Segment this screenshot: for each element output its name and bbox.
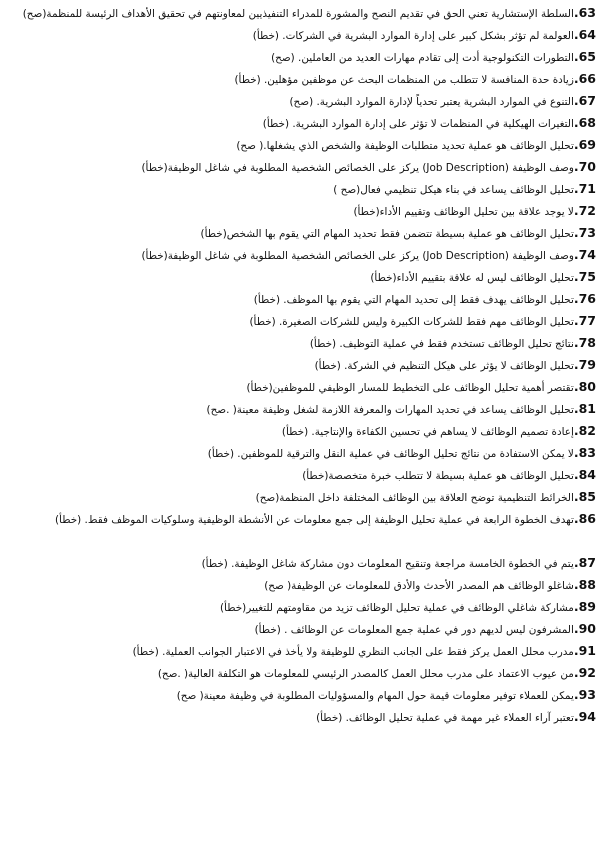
item-text: زيادة حدة المنافسة لا تتطلب من المنظمات البحث عن موظفين مؤهلين. (خطأ) (234, 74, 574, 86)
item-number: 71. (573, 181, 596, 196)
item-number: 81. (573, 401, 596, 416)
item-text: تحليل الوظائف يهدف فقط إلى تحديد المهام التي يقوم بها الموظف. (خطأ) (253, 294, 574, 306)
item-text: تحليل الوظائف هو عملية بسيطة تتضمن فقط تحديد المهام التي يقوم بها الشخص(خطأ) (200, 228, 574, 240)
item-text: التغيرات الهيكلية في المنظمات لا تؤثر على إدارة الموارد البشرية. (خطأ) (262, 118, 574, 130)
list-item (4, 200, 596, 222)
list-item (4, 508, 596, 552)
item-number: 89. (573, 599, 596, 614)
list-item (4, 618, 596, 640)
list-item (4, 420, 596, 442)
item-number: 76. (573, 291, 596, 306)
item-number: 78. (573, 335, 596, 350)
item-text: تحليل الوظائف يساعد في تحديد المهارات والمعرفة اللازمة لشغل وظيفة معينة( .صح) (206, 404, 574, 416)
item-text: تهدف الخطوة الرابعة في عملية تحليل الوظيفة إلى جمع معلومات عن الأنشطة الوظيفية وسلوكيات الموظف فقط. (خطأ) (55, 514, 574, 526)
item-text: لا يوجد علاقة بين تحليل الوظائف وتقييم الأداء(خطأ) (353, 206, 574, 218)
item-number: 64. (573, 27, 596, 42)
list-item (4, 640, 596, 662)
item-number: 94. (573, 709, 596, 724)
item-number: 92. (573, 665, 596, 680)
item-number: 70. (573, 159, 596, 174)
item-number: 67. (573, 93, 596, 108)
item-number: 85. (573, 489, 596, 504)
item-text: تعتبر آراء العملاء غير مهمة في عملية تحليل الوظائف. (خطأ) (316, 712, 574, 724)
list-item (4, 376, 596, 398)
item-number: 84. (573, 467, 596, 482)
item-number: 90. (573, 621, 596, 636)
item-text: تحليل الوظائف هو عملية بسيطة لا تتطلب خبرة متخصصة(خطأ) (302, 470, 574, 482)
item-number: 80. (573, 379, 596, 394)
item-text: تحليل الوظائف مهم فقط للشركات الكبيرة وليس للشركات الصغيرة. (خطأ) (249, 316, 574, 328)
list-item (4, 24, 596, 46)
item-text: تقتصر أهمية تحليل الوظائف على التخطيط للمسار الوظيفي للموظفين(خطأ) (246, 382, 574, 394)
item-number: 77. (573, 313, 596, 328)
list-item (4, 222, 596, 244)
item-text: مدرب محلل العمل يركز فقط على الجانب النظري للوظيفة ولا يأخذ في الاعتبار الجوانب العملية. (خطأ) (132, 646, 574, 658)
item-text: المشرفون ليس لديهم دور في عملية جمع المعلومات عن الوظائف . (خطأ) (254, 624, 574, 636)
list-item (4, 596, 596, 618)
item-text: مشاركة شاغلي الوظائف في عملية تحليل الوظائف تزيد من مقاومتهم للتغيير(خطأ) (220, 602, 574, 614)
list-item (4, 178, 596, 200)
item-number: 72. (573, 203, 596, 218)
list-item (4, 134, 596, 156)
list-item (4, 464, 596, 486)
item-number: 88. (573, 577, 596, 592)
list-item (4, 684, 596, 706)
item-number: 79. (573, 357, 596, 372)
item-number: 82. (573, 423, 596, 438)
item-text: لا يمكن الاستفادة من نتائج تحليل الوظائف في عملية النقل والترقية للموظفين. (خطأ) (207, 448, 574, 460)
item-text: تحليل الوظائف هو عملية تحديد متطلبات الوظيفة والشخص الذي يشغلها.( صح) (236, 140, 574, 152)
item-number: 66. (573, 71, 596, 86)
list-item (4, 442, 596, 464)
item-text: السلطة الإستشارية تعني الحق في تقديم النصح والمشورة للمدراء التنفيذيين لمعاونتهم في تحقيق الأهداف الرئيسة للمنظمة(صح) (22, 8, 574, 20)
list-item (4, 398, 596, 420)
item-text: تحليل الوظائف يساعد في بناء هيكل تنظيمي فعال(صح ) (333, 184, 574, 196)
list-item (4, 266, 596, 288)
list-item (4, 90, 596, 112)
list-item (4, 112, 596, 134)
item-text: شاغلو الوظائف هم المصدر الأحدث والأدق للمعلومات عن الوظيفة( صح) (264, 580, 574, 592)
item-text: يمكن للعملاء توفير معلومات قيمة حول المهام والمسؤوليات المطلوبة في وظيفة معينة( صح) (176, 690, 574, 702)
item-number: 69. (573, 137, 596, 152)
list-item (4, 332, 596, 354)
list-item (4, 244, 596, 266)
list-item (4, 46, 596, 68)
list-item (4, 574, 596, 596)
item-number: 75. (573, 269, 596, 284)
item-text: من عيوب الاعتماد على مدرب محلل العمل كالمصدر الرئيسي للمعلومات هو التكلفة العالية( .صح) (157, 668, 574, 680)
item-number: 65. (573, 49, 596, 64)
item-text: التطورات التكنولوجية أدت إلى تقادم مهارات العديد من العاملين. (صح) (271, 52, 574, 64)
item-text: يتم في الخطوة الخامسة مراجعة وتنقيح المعلومات دون مشاركة شاغل الوظيفة. (خطأ) (201, 558, 574, 570)
list-item (4, 2, 596, 24)
item-number: 68. (573, 115, 596, 130)
item-number: 74. (573, 247, 596, 262)
item-text: نتائج تحليل الوظائف تستخدم فقط في عملية التوظيف. (خطأ) (309, 338, 574, 350)
item-text: الخرائط التنظيمية توضح العلاقة بين الوظائف المختلفة داخل المنظمة(صح) (255, 492, 574, 504)
list-item (4, 354, 596, 376)
list-item (4, 68, 596, 90)
item-number: 73. (573, 225, 596, 240)
item-text: التنوع في الموارد البشرية يعتبر تحدياً لإدارة الموارد البشرية. (صح) (289, 96, 574, 108)
item-number: 63. (573, 5, 596, 20)
list-item (4, 706, 596, 728)
item-text: وصف الوظيفة (Job Description) يركز على الخصائص الشخصية المطلوبة في شاغل الوظيفة(خطأ) (141, 162, 574, 174)
item-number: 91. (573, 643, 596, 658)
item-number: 87. (573, 555, 596, 570)
item-number: 83. (573, 445, 596, 460)
list-item (4, 288, 596, 310)
list-item (4, 156, 596, 178)
item-text: تحليل الوظائف ليس له علاقة بتقييم الأداء(خطأ) (370, 272, 574, 284)
item-number: 86. (573, 511, 596, 526)
list-item (4, 486, 596, 508)
item-number: 93. (573, 687, 596, 702)
item-text: إعادة تصميم الوظائف لا يساهم في تحسين الكفاءة والإنتاجية. (خطأ) (281, 426, 574, 438)
list-item (4, 310, 596, 332)
item-text: العولمة لم تؤثر بشكل كبير على إدارة الموارد البشرية في الشركات. (خطأ) (252, 30, 574, 42)
item-text: تحليل الوظائف لا يؤثر على هيكل التنظيم في الشركة. (خطأ) (314, 360, 574, 372)
list-item (4, 552, 596, 574)
item-text: وصف الوظيفة (Job Description) يركز على الخصائص الشخصية المطلوبة في شاغل الوظيفة(خطأ) (141, 250, 574, 262)
list-item (4, 662, 596, 684)
